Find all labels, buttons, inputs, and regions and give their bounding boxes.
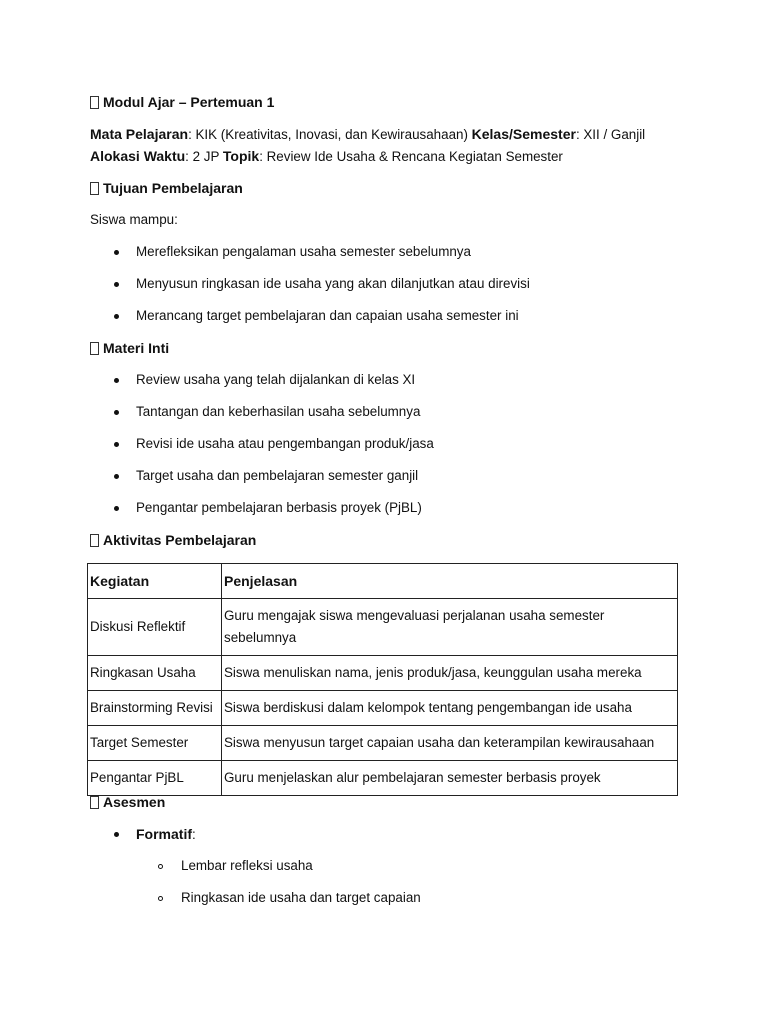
info-line-1 xyxy=(90,127,645,141)
bullet-icon xyxy=(114,282,119,287)
tujuan-intro: Siswa mampu: xyxy=(90,212,178,227)
table-row xyxy=(88,761,678,796)
alokasi-label: Alokasi Waktu xyxy=(90,148,186,164)
asesmen-heading-text: Asesmen xyxy=(103,794,166,810)
materi-heading xyxy=(90,341,169,355)
table-cell: Diskusi Reflektif xyxy=(88,599,222,656)
missing-glyph-icon xyxy=(90,96,99,109)
table-cell: Guru menjelaskan alur pembelajaran semester berbasis proyek xyxy=(222,761,678,796)
bullet-icon xyxy=(114,250,119,255)
table-cell: Ringkasan Usaha xyxy=(88,656,222,691)
tujuan-heading-text: Tujuan Pembelajaran xyxy=(103,180,243,196)
page-title xyxy=(90,95,274,109)
table-cell: Guru mengajak siswa mengevaluasi perjalanan usaha semester sebelumnya xyxy=(222,599,678,656)
list-item: Merefleksikan pengalaman usaha semester sebelumnya xyxy=(136,244,471,259)
alokasi-value: : 2 JP xyxy=(185,149,223,164)
bullet-icon xyxy=(114,410,119,415)
missing-glyph-icon xyxy=(90,796,99,809)
page-title-text: Modul Ajar – Pertemuan 1 xyxy=(103,94,275,110)
table-header-row xyxy=(88,564,678,599)
mapel-label: Mata Pelajaran xyxy=(90,126,189,142)
table-row xyxy=(88,691,678,726)
list-item: Merancang target pembelajaran dan capaian usaha semester ini xyxy=(136,308,519,323)
table-row xyxy=(88,726,678,761)
missing-glyph-icon xyxy=(90,182,99,195)
list-item: Lembar refleksi usaha xyxy=(181,858,313,873)
list-item: Review usaha yang telah dijalankan di kelas XI xyxy=(136,372,416,387)
table-cell: Siswa berdiskusi dalam kelompok tentang pengembangan ide usaha xyxy=(222,691,678,726)
table-cell: Siswa menuliskan nama, jenis produk/jasa, keunggulan usaha mereka xyxy=(222,656,678,691)
tujuan-heading xyxy=(90,181,243,195)
missing-glyph-icon xyxy=(90,342,99,355)
aktivitas-heading xyxy=(90,533,256,547)
kelas-label: Kelas/Semester xyxy=(471,126,576,142)
list-item: Ringkasan ide usaha dan target capaian xyxy=(181,890,421,905)
missing-glyph-icon xyxy=(90,534,99,547)
list-item: Revisi ide usaha atau pengembangan produk/jasa xyxy=(136,436,434,451)
asesmen-heading xyxy=(90,795,165,809)
materi-heading-text: Materi Inti xyxy=(103,340,170,356)
table-header-cell: Kegiatan xyxy=(88,564,222,599)
table-row xyxy=(88,599,678,656)
circle-bullet-icon xyxy=(158,864,163,869)
formatif-item xyxy=(136,827,196,841)
aktivitas-table xyxy=(87,563,678,796)
formatif-label: Formatif xyxy=(136,826,192,842)
topik-label: Topik xyxy=(222,148,260,164)
table-header-cell: Penjelasan xyxy=(222,564,678,599)
bullet-icon xyxy=(114,442,119,447)
topik-value: : Review Ide Usaha & Rencana Kegiatan Semester xyxy=(259,149,563,164)
table-cell: Brainstorming Revisi xyxy=(88,691,222,726)
list-item: Tantangan dan keberhasilan usaha sebelumnya xyxy=(136,404,421,419)
aktivitas-heading-text: Aktivitas Pembelajaran xyxy=(103,532,257,548)
list-item: Target usaha dan pembelajaran semester ganjil xyxy=(136,468,419,483)
list-item: Menyusun ringkasan ide usaha yang akan dilanjutkan atau direvisi xyxy=(136,276,530,291)
mapel-value: : KIK (Kreativitas, Inovasi, dan Kewirausahaan) xyxy=(188,127,472,142)
info-line-2 xyxy=(90,149,563,163)
bullet-icon xyxy=(114,506,119,511)
bullet-icon xyxy=(114,314,119,319)
table-cell: Siswa menyusun target capaian usaha dan keterampilan kewirausahaan xyxy=(222,726,678,761)
bullet-icon xyxy=(114,474,119,479)
kelas-value: : XII / Ganjil xyxy=(575,127,646,142)
bullet-icon xyxy=(114,378,119,383)
formatif-colon: : xyxy=(192,827,196,842)
table-cell: Target Semester xyxy=(88,726,222,761)
circle-bullet-icon xyxy=(158,896,163,901)
table-row xyxy=(88,656,678,691)
list-item: Pengantar pembelajaran berbasis proyek (PjBL) xyxy=(136,500,422,515)
table-cell: Pengantar PjBL xyxy=(88,761,222,796)
bullet-icon xyxy=(114,832,119,837)
